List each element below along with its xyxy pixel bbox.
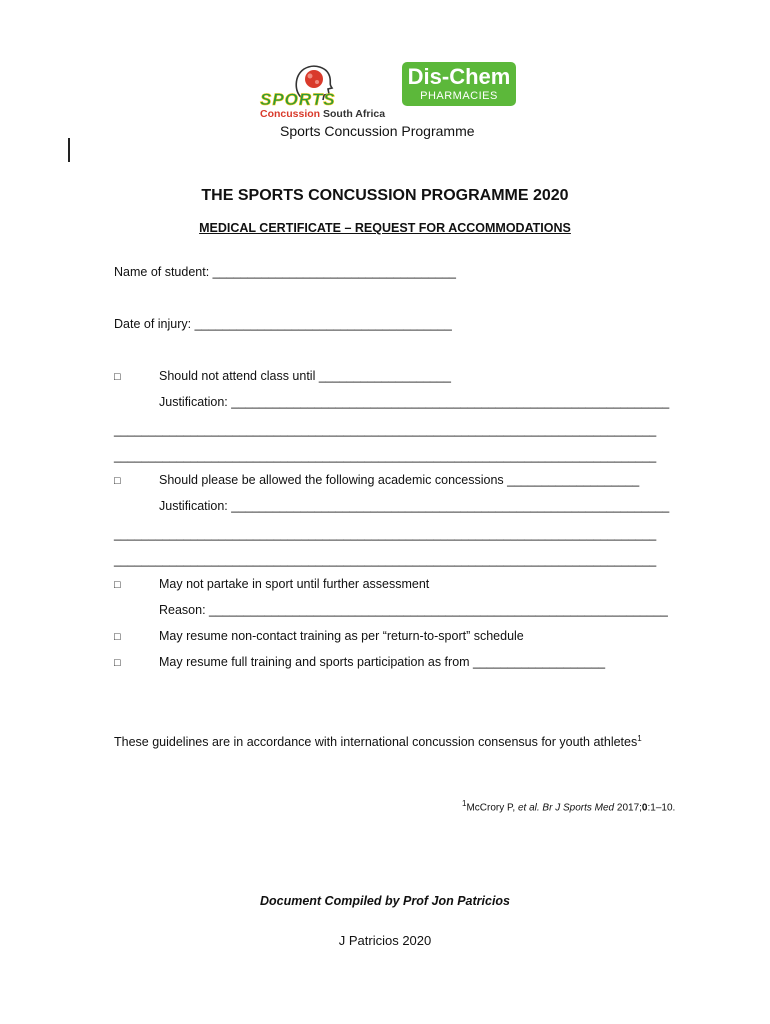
concussion-south-africa-text: Concussion South Africa xyxy=(260,108,386,120)
attend-class-label: Should not attend class until ___________________ xyxy=(159,369,451,383)
blank-line[interactable]: ______________________________________________________________________________ xyxy=(114,553,657,567)
page-title: THE SPORTS CONCUSSION PROGRAMME 2020 xyxy=(201,187,569,204)
full-training-label: May resume full training and sports participation as from ___________________ xyxy=(159,655,606,669)
page-subtitle: MEDICAL CERTIFICATE – REQUEST FOR ACCOMMODATIONS xyxy=(199,221,571,235)
injury-date-field[interactable]: Date of injury: _____________________________________ xyxy=(114,317,452,331)
academic-concessions-label: Should please be allowed the following academic concessions ___________________ xyxy=(159,473,640,487)
no-sport-label: May not partake in sport until further assessment xyxy=(159,577,430,591)
blank-line[interactable]: ______________________________________________________________________________ xyxy=(114,527,657,541)
reference-citation: $^1$McCrory P, et al. Br J Sports Med 2017;0:1–10. xyxy=(462,799,676,814)
attend-justification-field[interactable]: Justification: _______________________________________________________________ xyxy=(159,395,670,409)
dischem-subtitle: PHARMACIES xyxy=(420,90,498,102)
sports-concussion-logo xyxy=(258,62,386,122)
dischem-logo xyxy=(402,62,516,106)
academic-concessions-checkbox[interactable]: □ xyxy=(114,475,121,487)
blank-line[interactable]: ______________________________________________________________________________ xyxy=(114,449,657,463)
attend-class-checkbox[interactable]: □ xyxy=(114,371,121,383)
dischem-name: Dis-Chem xyxy=(407,64,511,89)
full-training-checkbox[interactable]: □ xyxy=(114,657,121,669)
sports-wordmark: SPORTS xyxy=(260,90,336,109)
non-contact-checkbox[interactable]: □ xyxy=(114,631,121,643)
blank-line[interactable]: ______________________________________________________________________________ xyxy=(114,423,657,437)
no-sport-checkbox[interactable]: □ xyxy=(114,579,121,591)
text-cursor xyxy=(68,138,70,162)
signoff: J Patricios 2020 xyxy=(338,933,432,948)
sport-reason-field[interactable]: Reason: __________________________________________________________________ xyxy=(159,603,668,617)
non-contact-label: May resume non-contact training as per “return-to-sport” schedule xyxy=(159,629,524,643)
compiled-by: Document Compiled by Prof Jon Patricios xyxy=(259,894,511,908)
student-name-field[interactable]: Name of student: ___________________________________ xyxy=(114,265,456,279)
guidelines-statement: These guidelines are in accordance with international concussion consensus for youth athletes$^1$ xyxy=(114,734,642,750)
program-name: Sports Concussion Programme xyxy=(280,123,475,139)
concessions-justification-field[interactable]: Justification: _______________________________________________________________ xyxy=(159,499,670,513)
